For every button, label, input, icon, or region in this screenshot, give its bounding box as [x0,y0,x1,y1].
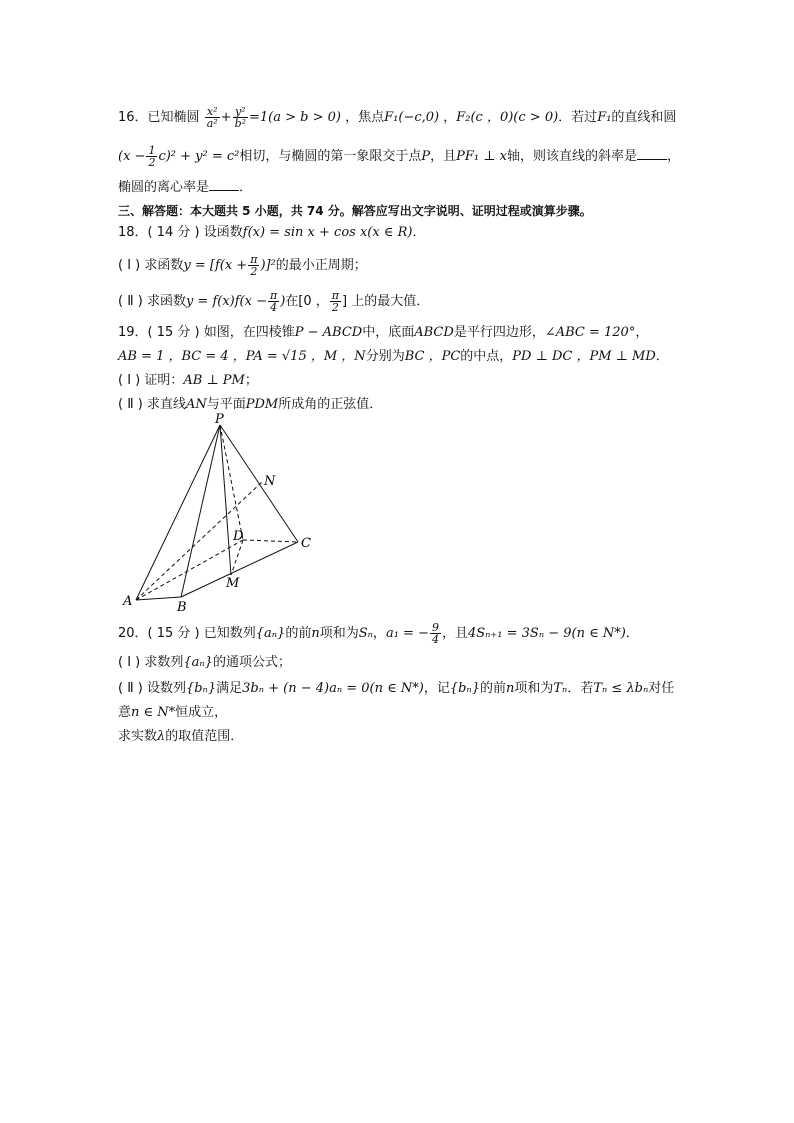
edge-DM [231,540,243,575]
section-heading: 三、解答题：本大题共 5 小题，共 74 分。解答应写出文字说明、证明过程或演算步骤。 [118,204,592,218]
frac-num: π [250,253,258,266]
q19-text: 分别为 [365,349,405,364]
q19-math: BC ，PC [404,349,461,364]
q20-math: {bₙ} [185,681,217,696]
q19-line2 [118,348,669,366]
label-C: C [301,536,311,551]
q20-part1-prefix: ( Ⅰ ) 求数列 [118,655,184,670]
q16-prefix: 16．已知椭圆 [118,110,200,125]
q16-text: 相切，与椭圆的第一象限交于点 [239,149,422,164]
frac-den: 4 [270,301,278,314]
q19-part2-prefix: ( Ⅱ ) 求直线 [118,397,186,412]
label-P: P [215,412,224,427]
circle-eq-post: c)² + y² = c² [158,149,240,164]
q19-math: ABCD [414,325,454,340]
q18-part2-func: y = f(x)f(x − [185,294,267,309]
q19-text: 中，底面 [362,325,415,340]
q20-line4 [118,728,243,746]
answer-blank-eccentricity [209,178,239,191]
q20-math: Tₙ [553,681,568,696]
q20-text: ， [372,626,386,641]
q19-text: 与平面 [206,397,246,412]
q16-text: ． [239,180,253,195]
q18-text: ． [412,225,426,240]
q20-math: n ∈ N* [131,705,176,720]
q18-part1 [118,254,367,277]
q18-part1-func: y = [f(x + [183,258,248,273]
q20-math: Sₙ [358,626,373,641]
pi-over-4-fraction [268,290,279,313]
nine-quarters-fraction [430,622,441,645]
frac-den: a² [206,117,218,130]
ellipse-x-fraction [205,106,220,129]
q19-text: 的中点， [460,349,513,364]
frac-num: 1 [148,144,156,157]
q20-line1 [118,622,639,645]
q19-part1-prefix: ( Ⅰ ) 证明： [118,373,184,388]
q20-line3 [118,704,227,722]
q16-line1: 16．已知椭圆 $\frac{\text{x²}}{\text{a²}}$ + $\frac{\text{y²}}{\text{b²}}$ =1(a > b > 0) ，焦点F₁(−c,0) ，F₂(c ，0)(c > 0)．若过F₁的直线和圆 [118,105,677,130]
frac-den: b² [234,117,247,130]
q20-text: 对任 [648,681,675,696]
q20-text: ，且 [441,626,468,641]
frac-den: 2 [250,265,258,278]
point-p: P [421,149,431,164]
q20-text: 的前 [285,626,312,641]
q20-math: {aₙ} [255,626,286,641]
q20-part1-text: 的通项公式； [212,655,291,670]
q20-part2 [118,680,674,698]
frac-num: 9 [431,621,439,634]
q16-line3 [118,178,252,197]
q19-math: PD ⊥ DC ，PM ⊥ MD [512,349,656,364]
q20-text: 求实数 [118,729,158,744]
q20-math: {bₙ} [449,681,480,696]
q20-text: 的前 [479,681,506,696]
q18-prefix: 18．( 14 分 ) 设函数 [118,225,243,240]
q19-math: AB ⊥ PM [183,373,245,388]
q16-line2 [118,145,680,168]
q18-part1-text: 的最小正周期； [275,258,367,273]
q20-part1 [118,654,291,672]
separator: ， [443,110,457,125]
q18-part2 [118,290,429,313]
perpendicular-condition: PF₁ ⊥ x [456,149,507,164]
q19-text: 是平行四边形， [453,325,545,340]
frac-num: π [331,289,340,302]
label-A: A [123,594,133,609]
q19-line1 [118,324,648,342]
edge-PM [220,425,231,575]
q19-text: 所成角的正弦值． [278,397,383,412]
q19-math: ∠ABC = 120° [544,325,636,340]
q20-text: 恒成立， [175,705,228,720]
frac-num: x² [205,106,220,118]
q20-math: a₁ = − [385,626,429,641]
circle-eq-pre: (x − [118,149,146,164]
label-N: N [264,474,276,489]
ellipse-y-fraction [233,106,248,129]
q19-math: PDM [245,397,279,412]
q18-part2-text: ] 上的最大值． [342,294,430,309]
answer-blank-slope [637,147,667,160]
q18-part2-prefix: ( Ⅱ ) 求函数 [118,294,186,309]
q19-math: AB = 1 ，BC = 4 ，PA = √15 ，M ，N [118,349,366,364]
q19-text: ， [635,325,649,340]
q18-title [118,224,425,242]
q20-prefix: 20．( 15 分 ) 已知数列 [118,626,256,641]
pi-over-2-fraction [248,254,259,277]
q16-text: 的直线和圆 [611,110,677,125]
q20-text: 项和为 [319,626,359,641]
pyramid-figure [118,412,328,614]
edge-AD [136,540,243,600]
q20-math: n [311,626,320,641]
q18-part2-text: 在[0 ， [285,294,329,309]
q18-function: f(x) = sin x + cos x(x ∈ R) [242,225,413,240]
label-M: M [226,576,240,591]
q16-text: ， [666,149,680,164]
edge-DC [243,540,298,542]
q20-math: 3bₙ + (n − 4)aₙ = 0(n ∈ N*) [242,681,424,696]
q20-text: ，记 [423,681,450,696]
q18-part1-prefix: ( Ⅰ ) 求函数 [118,258,184,273]
focus-f2: F₂(c ，0)(c > 0) [456,110,559,125]
q16-text: 轴，则该直线的斜率是 [506,149,637,164]
q20-math: λ [157,729,166,744]
q16-text: ．若过 [558,110,598,125]
label-D: D [233,529,244,544]
q18-part2-func: ) [280,294,286,309]
edge-AB [136,597,181,600]
q20-text: 意 [118,705,132,720]
q19-math: P − ABCD [294,325,363,340]
q19-part1 [118,372,258,390]
focus-f1: F₁(−c,0) [384,110,440,125]
q19-text: ； [244,373,258,388]
pi-over-2-fraction [330,290,341,313]
q20-text: ． [625,626,639,641]
q16-text: 椭圆的离心率是 [118,180,210,195]
q20-math: {aₙ} [183,655,213,670]
frac-num: y² [233,106,248,118]
half-fraction [146,145,157,168]
q20-math: 4Sₙ₊₁ = 3Sₙ − 9(n ∈ N*) [467,626,626,641]
q20-math: n [505,681,515,696]
q18-part1-func: )]² [260,258,276,273]
focus-f1-ref: F₁ [597,110,612,125]
ellipse-equation-rest: =1(a > b > 0) [249,110,341,125]
q16-text: ，且 [430,149,457,164]
edge-PA [136,425,220,600]
frac-num: π [269,289,278,302]
frac-den: 4 [431,633,439,646]
q20-text: ．若 [567,681,594,696]
q20-math: Tₙ ≤ λbₙ [593,681,649,696]
q20-text: 的取值范围． [165,729,244,744]
q20-text: 满足 [216,681,243,696]
q19-text: ． [655,349,669,364]
frac-den: 2 [148,156,156,169]
q19-math: AN [185,397,207,412]
q19-prefix: 19．( 15 分 ) 如图，在四棱锥 [118,325,295,340]
frac-den: 2 [331,301,339,314]
label-B: B [177,600,187,614]
q20-part2-prefix: ( Ⅱ ) 设数列 [118,681,186,696]
foci-text: ，焦点 [345,110,385,125]
q20-text: 项和为 [514,681,554,696]
